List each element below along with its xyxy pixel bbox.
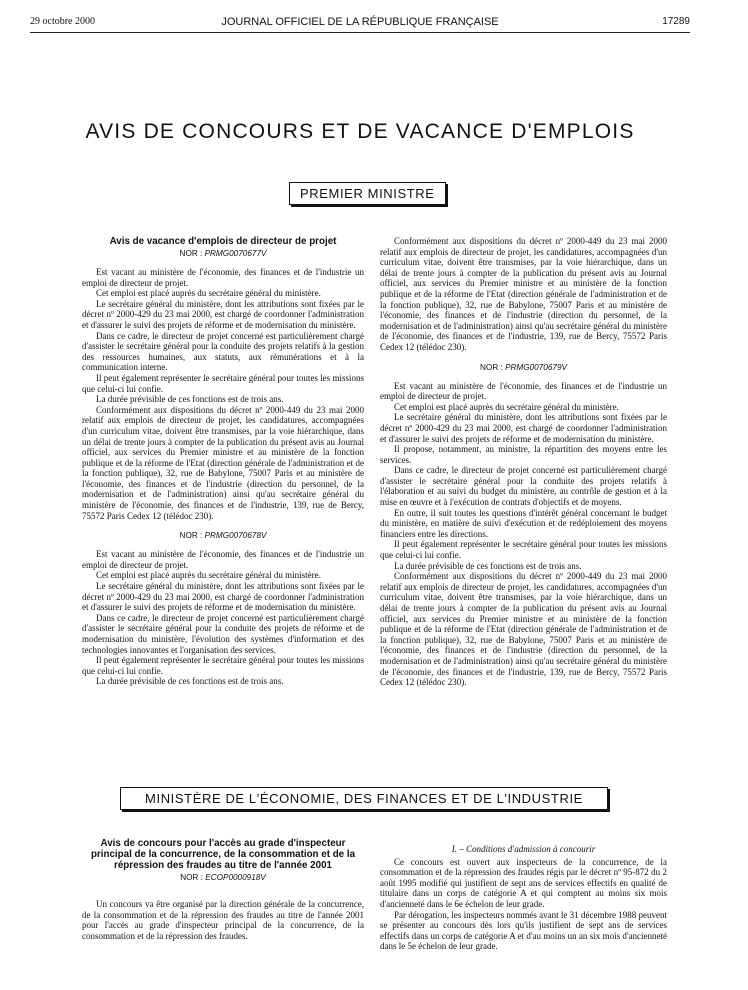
column-left-top: [82, 236, 364, 687]
paragraph: Cet emploi est placé auprès du secrétaire général du ministère.: [394, 401, 619, 412]
paragraph: Il peut également représenter le secrétaire général pour toutes les missions que celui-ci lui confie.: [82, 372, 364, 394]
paragraph: Par dérogation, les inspecteurs nommés avant le 31 décembre 1988 peuvent se présenter au concours dès lors qu'ils justifient de sept ans de services effectifs dans un corps de catégorie A et d'au moins un an six mois d'ancienneté dans le 5e échelon de leur grade.: [380, 909, 667, 952]
nor-label: NOR :: [180, 873, 206, 882]
section-title-premier-ministre: PREMIER MINISTRE: [289, 182, 446, 205]
paragraph: Dans ce cadre, le directeur de projet concerné est particulièrement chargé d'assister le secrétaire général pour la conduite des projets relatifs à la gestion des ressources humaines, aux statuts, aux rémunérations et à la communication interne.: [82, 330, 364, 373]
column-right-bottom: [380, 844, 667, 952]
paragraph: La durée prévisible de ces fonctions est de trois ans.: [394, 560, 582, 571]
nor-code: PRMG0070678V: [204, 531, 267, 541]
paragraph: Est vacant au ministère de l'économie, des finances et de l'industrie un emploi de directeur de projet.: [82, 267, 364, 288]
nor-code: ECOP0000918V: [205, 873, 266, 882]
nor-label: NOR :: [480, 362, 506, 372]
paragraph: Il peut également représenter le secrétaire général pour toutes les missions que celui-ci lui confie.: [82, 655, 364, 676]
main-title: AVIS DE CONCOURS ET DE VACANCE D'EMPLOIS: [85, 120, 635, 143]
paragraph: Ce concours est ouvert aux inspecteurs de la concurrence, de la consommation et de la répression des fraudes régis par le décret nº 95-872 du 2 août 1995 modifié qui justifient de sept ans de services effectifs en qualité de titulaire dans un corps de catégorie A et qui comptent au moins six mois d'ancienneté dans le 6e échelon de leur grade.: [380, 856, 667, 909]
nor-reference: [82, 531, 364, 541]
section-title-ministere: MINISTÈRE DE L'ÉCONOMIE, DES FINANCES ET DE L'INDUSTRIE: [120, 787, 608, 810]
paragraph: Cet emploi est placé auprès du secrétaire général du ministère.: [96, 288, 321, 299]
notice2-body: [82, 549, 364, 687]
nor-code: PRMG0070679V: [505, 362, 567, 372]
page-number: 17289: [662, 16, 690, 27]
paragraph: En outre, il suit toutes les questions d'intérêt général concernant le budget du ministère, en matière de suivi d'exécution et de redéploiement des moyens financiers entre les directions.: [380, 507, 667, 539]
notice-heading: Avis de concours pour l'accès au grade d'inspecteur principal de la concurrence, de la consommation et de la répression des fraudes au titre de l'année 2001: [90, 838, 356, 871]
paragraph: Dans ce cadre, le directeur de projet concerné est particulièrement chargé d'assister le secrétaire général pour la conduite des projets relatifs à l'élaboration et au suivi du budget du ministère, au contrôle de gestion et à la mise en œuvre et à l'exécution de contrats d'objectifs et de moyens.: [380, 465, 667, 508]
paragraph: Il propose, notamment, au ministre, la répartition des moyens entre les services.: [380, 444, 667, 465]
paragraph: Cet emploi est placé auprès du secrétaire général du ministère.: [96, 570, 321, 581]
paragraph: Conformément aux dispositions du décret nº 2000-449 du 23 mai 2000 relatif aux emplois de directeur de projet, les candidatures, accompagnées d'un curriculum vitae, doivent être transmises, par la voie hiérarchique, dans un délai de trente jours à compter de la publication du présent avis au Journal officiel, aux services du Premier ministre et au ministère de la fonction publique et de la réforme de l'Etat (direction générale de l'administration et de la fonction publique), 32, rue de Babylone, 75007 Paris et au ministère de l'économie, des finances et de l'industrie (direction du personnel, de la modernisation et de l'administration) ainsi qu'au secrétaire général du ministère de l'économie, des finances et de l'industrie, 139, rue de Bercy, 75572 Paris Cedex 12 (télédoc 230).: [380, 571, 667, 688]
paragraph: Le secrétaire général du ministère, dont les attributions sont fixées par le décret nº 2000-429 du 23 mai 2000, est chargé de coordonner l'administration et d'assurer le suivi des projets de réforme et de modernisation du ministère.: [82, 581, 364, 613]
paragraph: Un concours va être organisé par la direction générale de la concurrence, de la consommation et de la répression des fraudes au titre de l'année 2001 pour l'accès au grade d'inspecteur principal de la concurrence, de la consommation et de la répression des fraudes.: [82, 899, 364, 941]
nor-reference: [82, 249, 364, 259]
journal-title: JOURNAL OFFICIEL DE LA RÉPUBLIQUE FRANÇAISE: [221, 16, 499, 28]
paragraph: La durée prévisible de ces fonctions est de trois ans.: [96, 394, 284, 405]
nor-code: PRMG0070677V: [204, 249, 267, 258]
paragraph: Est vacant au ministère de l'économie, des finances et de l'industrie un emploi de directeur de projet.: [380, 380, 667, 402]
column-right-top: [380, 236, 667, 688]
nor-label: NOR :: [179, 249, 205, 258]
page-header: [30, 14, 690, 34]
issue-date: 29 octobre 2000: [30, 16, 95, 27]
notice-heading: Avis de vacance d'emplois de directeur de projet: [109, 236, 337, 247]
header-rule: [30, 32, 690, 33]
nor-reference: [82, 873, 364, 883]
notice1-body: [82, 267, 364, 521]
paragraph: Est vacant au ministère de l'économie, des finances et de l'industrie un emploi de directeur de projet.: [82, 549, 364, 570]
paragraph: Dans ce cadre, le directeur de projet concerné est particulièrement chargé d'assister le secrétaire général pour la conduite des projets de réforme et de modernisation du ministère, l'évolution des systèmes d'information et des technologies innovantes et l'organisation des services.: [82, 612, 364, 655]
paragraph: Conformément aux dispositions du décret nº 2000-449 du 23 mai 2000 relatif aux emplois de directeur de projet, les candidatures, accompagnées d'un curriculum vitae, doivent être transmises, par la voie hiérarchique, dans un délai de trente jours à compter de la publication du présent avis au Journal officiel, aux services du Premier ministre et au ministère de la fonction publique et de la réforme de l'Etat (direction générale de l'administration et de la fonction publique), 32, rue de Babylone, 75007 Paris et au ministère de l'économie, des finances et de l'industrie (direction du personnel, de la modernisation et de l'administration) ainsi qu'au secrétaire général du ministère de l'économie, des finances et de l'industrie, 139, rue de Bercy, 75572 Paris Cedex 12 (télédoc 230).: [380, 236, 667, 352]
nor-label: NOR :: [179, 531, 205, 541]
paragraph: Il peut également représenter le secrétaire général pour toutes les missions que celui-ci lui confie.: [380, 539, 667, 561]
conditions-heading: I. – Conditions d'admission à concourir: [451, 844, 596, 854]
paragraph: Conformément aux dispositions du décret nº 2000-449 du 23 mai 2000 relatif aux emplois de directeur de projet, les candidatures, accompagnées d'un curriculum vitae, doivent être transmises, par la voie hiérarchique, dans un délai de trente jours à compter de la publication du présent avis au Journal officiel, aux services du Premier ministre et au ministère de la fonction publique et de la réforme de l'Etat (direction générale de l'administration et de la fonction publique), 32, rue de Babylone, 75007 Paris et au ministère de l'économie, des finances et de l'industrie (direction du personnel, de la modernisation et de l'administration) ainsi qu'au secrétaire général du ministère de l'économie, des finances et de l'industrie, 139, rue de Bercy, 75572 Paris Cedex 12 (télédoc 230).: [82, 404, 364, 521]
notice2-continued: [380, 236, 667, 353]
column-left-bottom: [82, 838, 364, 941]
paragraph: Le secrétaire général du ministère, dont les attributions sont fixées par le décret nº 2000-429 du 23 mai 2000, est chargé de coordonner l'administration et d'assurer le suivi des projets de réforme et de modernisation du ministère.: [82, 298, 364, 330]
paragraph: La durée prévisible de ces fonctions est de trois ans.: [96, 676, 284, 687]
notice3-body: [380, 381, 667, 688]
nor-reference: [380, 363, 667, 373]
paragraph: Le secrétaire général du ministère, dont les attributions sont fixées par le décret nº 2000-429 du 23 mai 2000, est chargé de coordonner l'administration et d'assurer le suivi des projets de réforme et de modernisation du ministère.: [380, 412, 667, 444]
